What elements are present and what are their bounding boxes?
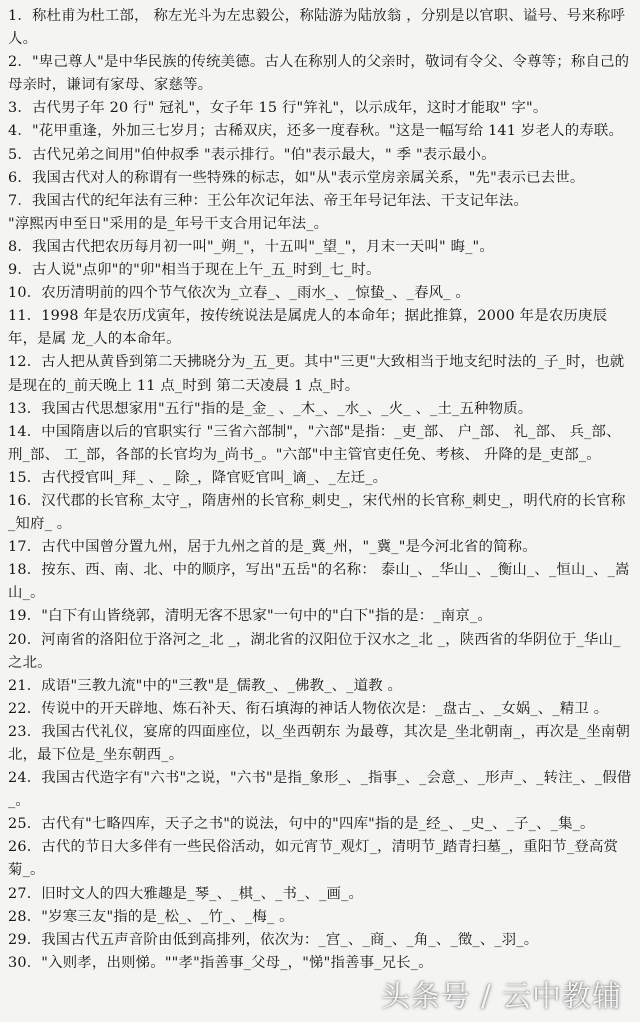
item-1: 1．称杜甫为杜工部， 称左光斗为左忠毅公，称陆游为陆放翁 ，分别是以官职、谥号、号来称呼人。 — [8, 8, 626, 48]
item-28: 28．"岁寒三友"指的是_松_、_竹_、_梅_ 。 — [8, 908, 294, 925]
item-14: 14．中国隋唐以后的官职实行 "三省六部制"，"六部"是指：_吏_部、 户_部、 礼_部、 兵_部、 刑_部、 工_部，各部的长官均为_尚书_。"六部"中主管官吏任免、考核、 升降的是_吏部_。 — [8, 423, 621, 463]
item-26: 26．古代的节日大多伴有一些民俗活动，如元宵节_观灯_，清明节_踏青扫墓_，重阳节_登高赏菊_。 — [8, 839, 619, 879]
item-6: 6．我国古代对人的称谓有一些特殊的标志，如"从"表示堂房亲属关系，"先"表示已去世。 — [8, 169, 585, 186]
item-30: 30．"入则孝，出则悌。""孝"指善事_父母_，"悌"指善事_兄长_。 — [8, 954, 433, 971]
item-15: 15．古代授官叫_拜_ 、_ 除_，降官贬官叫_谪_、_左迁_。 — [8, 469, 388, 486]
item-21: 21．成语"三教九流"中的"三教"是_儒教_、_佛教_、_道教 。 — [8, 677, 403, 694]
watermark-text: 头条号 / 云中教辅 — [380, 978, 622, 1013]
item-19: 19．"白下有山皆绕郭，清明无客不思家"一句中的"白下"指的是：_南京_。 — [8, 608, 492, 625]
item-8: 8．我国古代把农历每月初一叫"_朔_"，十五叫"_望_"，月末一天叫" 晦_"。 — [8, 238, 494, 255]
item-27: 27．旧时文人的四大雅趣是_琴_、_棋_、_书_、_画_。 — [8, 885, 364, 902]
item-23: 23．我国古代礼仪，宴席的四面座位，以_坐西朝东 为最尊，其次是_坐北朝南_，再次是_坐南朝北，最下位是_坐东朝西_。 — [8, 723, 631, 763]
item-18: 18．按东、西、南、北、中的顺序，写出"五岳"的名称： 泰山_、_华山_、_衡山_、_恒山_、_嵩山_。 — [8, 562, 630, 602]
item-10: 10．农历清明前的四个节气依次为_立春_、_雨水_、_惊蛰_、_春风_ 。 — [8, 285, 471, 302]
item-3: 3．古代男子年 20 行" 冠礼"，女子年 15 行"笄礼"，以示成年，这时才能取" 字"。 — [8, 100, 548, 117]
item-16: 16．汉代郡的长官称_太守_，隋唐州的长官称_刺史_，宋代州的长官称_刺史_，明代府的长官称_知府_ 。 — [8, 492, 626, 533]
item-22: 22．传说中的开天辟地、炼石补天、衔石填海的神话人物依次是：_盘古_、_女娲_、_精卫 。 — [8, 700, 609, 717]
item-24: 24．我国古代造字有"六书"之说，"六书"是指_象形_、_指事_、_会意_、_形声_、_转注_、_假借_。 — [8, 770, 632, 810]
item-5: 5．古代兄弟之间用"伯仲叔季 "表示排行。"伯"表示最大，" 季 "表示最小。 — [8, 146, 496, 163]
item-25: 25．古代有"七略四库，天子之书"的说法，句中的"四库"指的是_经_、_史_、_子_、_集_。 — [8, 816, 595, 833]
item-13: 13．我国古代思想家用"五行"指的是_金_ 、_木_、_水_、_火_ 、_土_五种物质。 — [8, 400, 533, 417]
item-11: 11．1998 年是农历戊寅年，按传统说法是属虎人的本命年；据此推算，2000 年是农历庚辰年，是属 龙_人的本命年。 — [8, 308, 608, 348]
item-20: 20．河南省的洛阳位于洛河之_北 _，湖北省的汉阳位于汉水之_北 _，陕西省的华阴位于_华山_之北。 — [8, 631, 621, 671]
item-7-continued: "淳熙丙申至日"采用的是_年号干支合用记年法_。 — [8, 215, 329, 232]
item-2: 2．"卑己尊人"是中华民族的传统美德。古人在称别人的父亲时，敬词有令父、令尊等；称自己的母亲时，谦词有家母、家慈等。 — [8, 54, 630, 94]
item-7: 7．我国古代的纪年法有三种：王公年次记年法、帝王年号记年法、干支记年法。 — [8, 192, 529, 209]
item-29: 29．我国古代五声音阶由低到高排列，依次为：_宫_、_商_、_角_、_徵_、_羽_。 — [8, 931, 539, 948]
item-17: 17．古代中国曾分置九州，居于九州之首的是_冀_州，"_冀_"是今河北省的简称。 — [8, 539, 537, 556]
item-4: 4．"花甲重逢，外加三七岁月；古稀双庆，还多一度春秋。"这是一幅写给 141 岁老人的寿联。 — [8, 123, 624, 140]
item-12: 12．古人把从黄昏到第二天拂晓分为_五_更。其中"三更"大致相当于地支纪时法的_子_时，也就是现在的_前天晚上 11 点_时到 第二天凌晨 1 点_时。 — [8, 354, 625, 394]
item-9: 9．古人说"点卯"的"卯"相当于现在上午_五_时到_七_时。 — [8, 262, 381, 279]
